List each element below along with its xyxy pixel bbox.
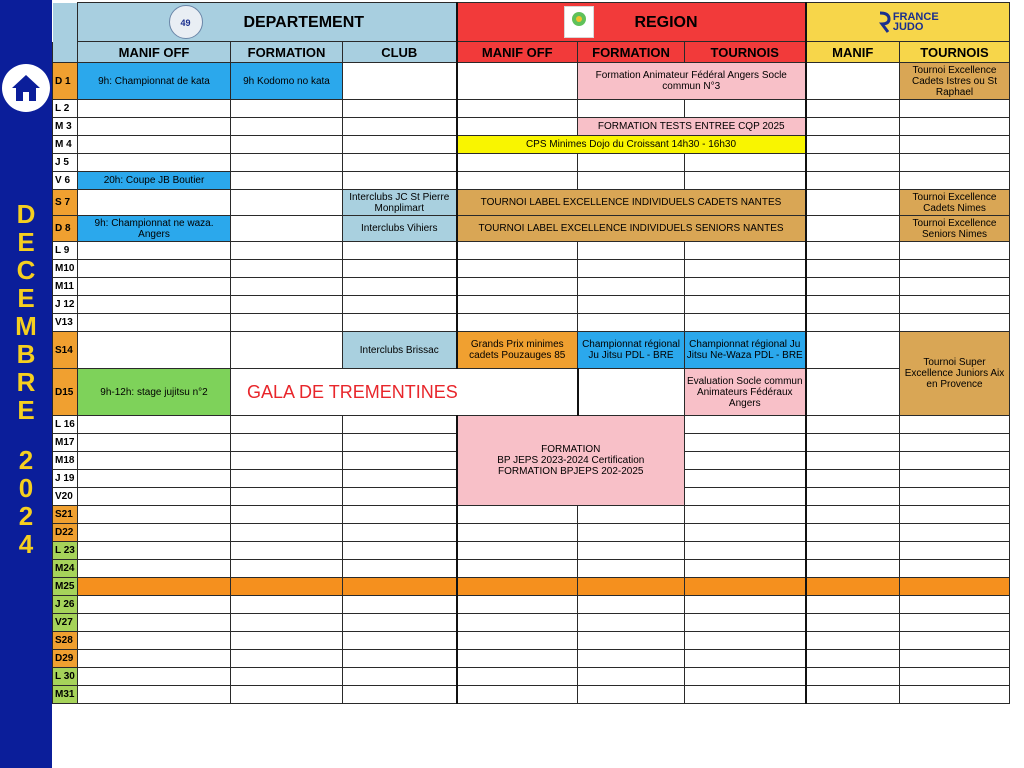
month-letter: C	[16, 255, 36, 285]
day-label: V13	[53, 314, 78, 332]
day-label: L 16	[53, 416, 78, 434]
event-cell[interactable]: Tournoi Excellence Seniors Nimes	[900, 216, 1010, 242]
year-digit: 2	[18, 501, 34, 531]
day-label: L 9	[53, 242, 78, 260]
france-judo-logo: FRANCE JUDO	[877, 11, 939, 33]
judo-49-logo: 49	[169, 5, 203, 39]
year-digit: 0	[18, 473, 34, 503]
region-logo	[564, 6, 594, 38]
day-label: D 1	[53, 63, 78, 100]
day-label: M 4	[53, 136, 78, 154]
day-label: S 7	[53, 190, 78, 216]
day-label: M10	[53, 260, 78, 278]
col-reg-manif: MANIF OFF	[457, 42, 578, 63]
day-label: M11	[53, 278, 78, 296]
event-cell[interactable]: Championnat régional Ju Jitsu PDL - BRE	[578, 332, 685, 369]
day-label: S14	[53, 332, 78, 369]
day-label: V27	[53, 614, 78, 632]
col-dep-manif: MANIF OFF	[78, 42, 231, 63]
departement-title: DEPARTEMENT	[243, 13, 365, 31]
day-label: D29	[53, 650, 78, 668]
event-cell[interactable]: Formation Animateur Fédéral Angers Socle commun N°3	[578, 63, 806, 100]
empty-cell	[457, 63, 578, 100]
home-icon	[10, 72, 42, 104]
year-digit: 4	[18, 529, 34, 559]
day-label: M25	[53, 578, 78, 596]
day-label: V20	[53, 488, 78, 506]
header-region	[457, 3, 806, 42]
empty-cell	[343, 63, 457, 100]
event-cell[interactable]: Championnat régional Ju Jitsu Ne-Waza PDL - BRE	[685, 332, 806, 369]
event-cell[interactable]: TOURNOI LABEL EXCELLENCE INDIVIDUELS CADETS NANTES	[457, 190, 806, 216]
schedule-table	[52, 2, 1010, 704]
day-label: S21	[53, 506, 78, 524]
event-cell[interactable]: 9h Kodomo no kata	[231, 63, 343, 100]
event-cell[interactable]: 9h-12h: stage jujitsu n°2	[78, 369, 231, 416]
day-label: S28	[53, 632, 78, 650]
day-label: M 3	[53, 118, 78, 136]
day-label: J 12	[53, 296, 78, 314]
day-label: L 23	[53, 542, 78, 560]
event-cell[interactable]: 9h: Championnat ne waza. Angers	[78, 216, 231, 242]
month-letter: D	[16, 199, 36, 229]
event-cell[interactable]: Evaluation Socle commun Animateurs Fédéraux Angers	[685, 369, 806, 416]
event-cell[interactable]: Interclubs Brissac	[343, 332, 457, 369]
day-label: V 6	[53, 172, 78, 190]
event-cell[interactable]: Interclubs Vihiers	[343, 216, 457, 242]
gala-label[interactable]: GALA DE TREMENTINES	[231, 369, 578, 416]
event-cell[interactable]: Grands Prix minimes cadets Pouzauges 85	[457, 332, 578, 369]
day-label: D 8	[53, 216, 78, 242]
day-label: L 2	[53, 100, 78, 118]
month-sidebar	[0, 0, 52, 768]
day-label: J 19	[53, 470, 78, 488]
day-label: M24	[53, 560, 78, 578]
region-title: REGION	[634, 13, 698, 31]
year-digit: 2	[18, 445, 34, 475]
month-letter: E	[17, 395, 35, 425]
month-letter: E	[17, 227, 35, 257]
day-label: M18	[53, 452, 78, 470]
header-departement	[78, 3, 457, 42]
event-cell[interactable]: Tournoi Excellence Cadets Istres ou St Raphael	[900, 63, 1010, 100]
event-cell[interactable]: TOURNOI LABEL EXCELLENCE INDIVIDUELS SENIORS NANTES	[457, 216, 806, 242]
event-cell[interactable]: 20h: Coupe JB Boutier	[78, 172, 231, 190]
col-reg-tournois: TOURNOIS	[685, 42, 806, 63]
event-cell[interactable]: 9h: Championnat de kata	[78, 63, 231, 100]
empty-cell	[806, 63, 900, 100]
day-label: D22	[53, 524, 78, 542]
event-cell[interactable]: FORMATION BP JEPS 2023-2024 Certification FORMATION BPJEPS 202-2025	[457, 416, 685, 506]
col-dep-club: CLUB	[343, 42, 457, 63]
event-cell[interactable]: Tournoi Super Excellence Juniors Aix en Provence	[900, 332, 1010, 416]
event-cell[interactable]: FORMATION TESTS ENTREE CQP 2025	[578, 118, 806, 136]
day-label: L 30	[53, 668, 78, 686]
month-label	[0, 200, 52, 558]
col-fra-tournois: TOURNOIS	[900, 42, 1010, 63]
event-cell[interactable]: CPS Minimes Dojo du Croissant 14h30 - 16h30	[457, 136, 806, 154]
day-label: J 5	[53, 154, 78, 172]
col-dep-formation: FORMATION	[231, 42, 343, 63]
header-corner-2	[53, 42, 78, 63]
col-fra-manif: MANIF	[806, 42, 900, 63]
day-label: D15	[53, 369, 78, 416]
month-letter: R	[16, 367, 36, 397]
event-cell[interactable]: Tournoi Excellence Cadets Nimes	[900, 190, 1010, 216]
month-letter: B	[16, 339, 36, 369]
month-letter: M	[15, 311, 37, 341]
header-france-judo	[806, 3, 1010, 42]
home-button[interactable]	[2, 64, 50, 112]
day-label: M17	[53, 434, 78, 452]
event-cell[interactable]: Interclubs JC St Pierre Monplimart	[343, 190, 457, 216]
month-letter: E	[17, 283, 35, 313]
day-label: M31	[53, 686, 78, 704]
header-corner	[53, 3, 78, 42]
col-reg-formation: FORMATION	[578, 42, 685, 63]
day-label: J 26	[53, 596, 78, 614]
